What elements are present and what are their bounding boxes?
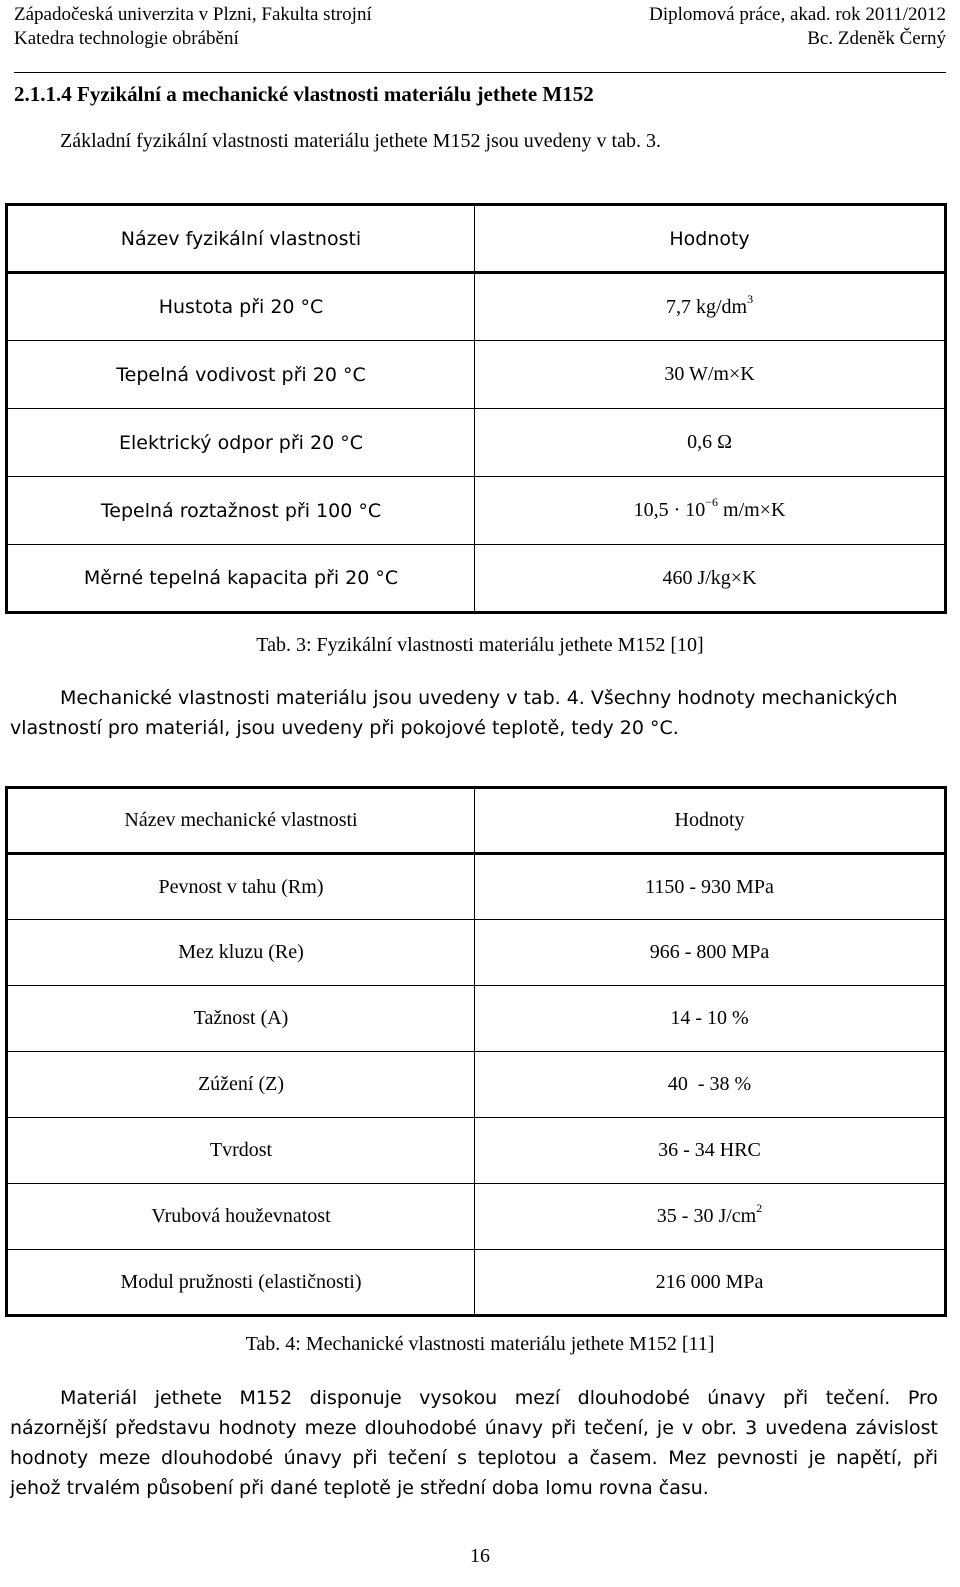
property-value: 40 - 38 %: [475, 1052, 946, 1118]
header-university: Západočeská univerzita v Plzni, Fakulta strojní: [14, 4, 372, 25]
property-name: Vrubová houževnatost: [7, 1184, 475, 1250]
table-row: [7, 409, 946, 477]
property-name: Pevnost v tahu (Rm): [7, 854, 475, 920]
table3-caption: Tab. 3: Fyzikální vlastnosti materiálu jethete M152 [10]: [256, 634, 704, 656]
property-value: 14 - 10 %: [475, 986, 946, 1052]
table-header-cell: Hodnoty: [475, 205, 946, 273]
property-value: 35 - 30 $J/cm^2$: [475, 1184, 946, 1250]
header-thesis: Diplomová práce, akad. rok 2011/2012: [649, 4, 946, 25]
table-header-cell: Hodnoty: [475, 788, 946, 854]
property-value: 216 000 MPa: [475, 1250, 946, 1316]
property-name: Tvrdost: [7, 1118, 475, 1184]
property-value: 460 J/kg×K: [475, 545, 946, 613]
table-row: [7, 1184, 946, 1250]
property-value: $10,5 \cdot 10^{-6}$ m/m×K: [475, 477, 946, 545]
property-name: Tažnost (A): [7, 986, 475, 1052]
table-row: [7, 1052, 946, 1118]
table-header-row: [7, 788, 946, 854]
physical-properties-table: [5, 203, 947, 614]
property-name: Hustota při 20 °C: [7, 273, 475, 341]
property-value: 7,7 $kg/dm^3$: [475, 273, 946, 341]
property-value: 966 - 800 MPa: [475, 920, 946, 986]
table-row: [7, 273, 946, 341]
header-author: Bc. Zdeněk Černý: [807, 28, 946, 49]
table-row: [7, 341, 946, 409]
intro-paragraph: Základní fyzikální vlastnosti materiálu jethete M152 jsou uvedeny v tab. 3.: [60, 130, 661, 152]
table-row: [7, 986, 946, 1052]
property-value: 36 - 34 HRC: [475, 1118, 946, 1184]
mechanical-properties-table: [5, 786, 947, 1317]
property-name: Zúžení (Z): [7, 1052, 475, 1118]
property-value: 0,6 Ω: [475, 409, 946, 477]
table-row: [7, 920, 946, 986]
mid-paragraph: [10, 683, 938, 743]
table-row: [7, 477, 946, 545]
property-name: Měrné tepelná kapacita při 20 °C: [7, 545, 475, 613]
property-name: Modul pružnosti (elastičnosti): [7, 1250, 475, 1316]
property-name: Elektrický odpor při 20 °C: [7, 409, 475, 477]
paragraph-line: jehož trvalém působení při dané teplotě je střední doba lomu rovna času.: [10, 1477, 709, 1499]
property-value: 1150 - 930 MPa: [475, 854, 946, 920]
table-header-cell: Název mechanické vlastnosti: [7, 788, 475, 854]
section-title: 2.1.1.4 Fyzikální a mechanické vlastnosti materiálu jethete M152: [14, 82, 594, 106]
paragraph-line: hodnoty meze dlouhodobé únavy při tečení s teplotou a časem. Mez pevnosti je napětí, při: [10, 1447, 938, 1469]
table-header-cell: Název fyzikální vlastnosti: [7, 205, 475, 273]
table-row: [7, 1118, 946, 1184]
paragraph-line: názornější představu hodnoty meze dlouhodobé únavy při tečení, je v obr. 3 uvedena závislost: [10, 1417, 938, 1439]
property-name: Mez kluzu (Re): [7, 920, 475, 986]
property-name: Tepelná vodivost při 20 °C: [7, 341, 475, 409]
property-name: Tepelná roztažnost při 100 °C: [7, 477, 475, 545]
paragraph-line: Materiál jethete M152 disponuje vysokou mezí dlouhodobé únavy při tečení. Pro: [60, 1387, 938, 1409]
page-number: 16: [470, 1545, 490, 1567]
table4-caption: Tab. 4: Mechanické vlastnosti materiálu jethete M152 [11]: [245, 1333, 715, 1355]
table-row: [7, 1250, 946, 1316]
table-header-row: [7, 205, 946, 273]
header-department: Katedra technologie obrábění: [14, 28, 239, 49]
table-row: [7, 854, 946, 920]
closing-paragraph: [10, 1383, 938, 1503]
property-value: 30 W/m×K: [475, 341, 946, 409]
table-row: [7, 545, 946, 613]
page-header: [14, 0, 946, 73]
paragraph-line: Mechanické vlastnosti materiálu jsou uvedeny v tab. 4. Všechny hodnoty mechanických: [60, 687, 898, 709]
paragraph-line: vlastností pro materiál, jsou uvedeny při pokojové teplotě, tedy 20 °C.: [10, 717, 679, 739]
